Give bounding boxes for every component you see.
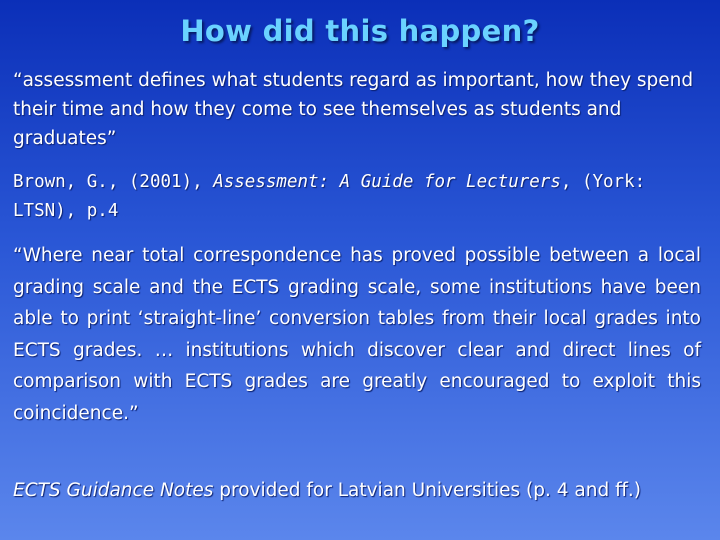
citation-work-title: Assessment: A Guide for Lecturers	[213, 172, 561, 192]
assessment-quote: “assessment defines what students regard as important, how they spend their time and how they come to see themselves as students and graduates”	[13, 70, 694, 149]
citation-prefix: Brown, G., (2001),	[13, 172, 214, 192]
citation-suffix: , (York: LTSN), p.4	[13, 172, 646, 221]
ects-quote: “Where near total correspondence has proved possible between a local grading scale and the ECTS grading scale, some institutions have been able to print ‘straight-line’ conversion tables from their local grades into ECTS grades. … institutions which discover clear and direct lines of comparison with ECTS grades are greatly encouraged to exploit this coincidence.”	[13, 245, 701, 424]
ects-citation-suffix: provided for Latvian Universities (p. 4 and ff.)	[213, 480, 641, 501]
slide-title: How did this happen?	[180, 14, 540, 48]
ects-citation	[13, 476, 701, 506]
brown-citation	[13, 168, 701, 226]
ects-guidance-title: ECTS Guidance Notes	[13, 480, 214, 501]
